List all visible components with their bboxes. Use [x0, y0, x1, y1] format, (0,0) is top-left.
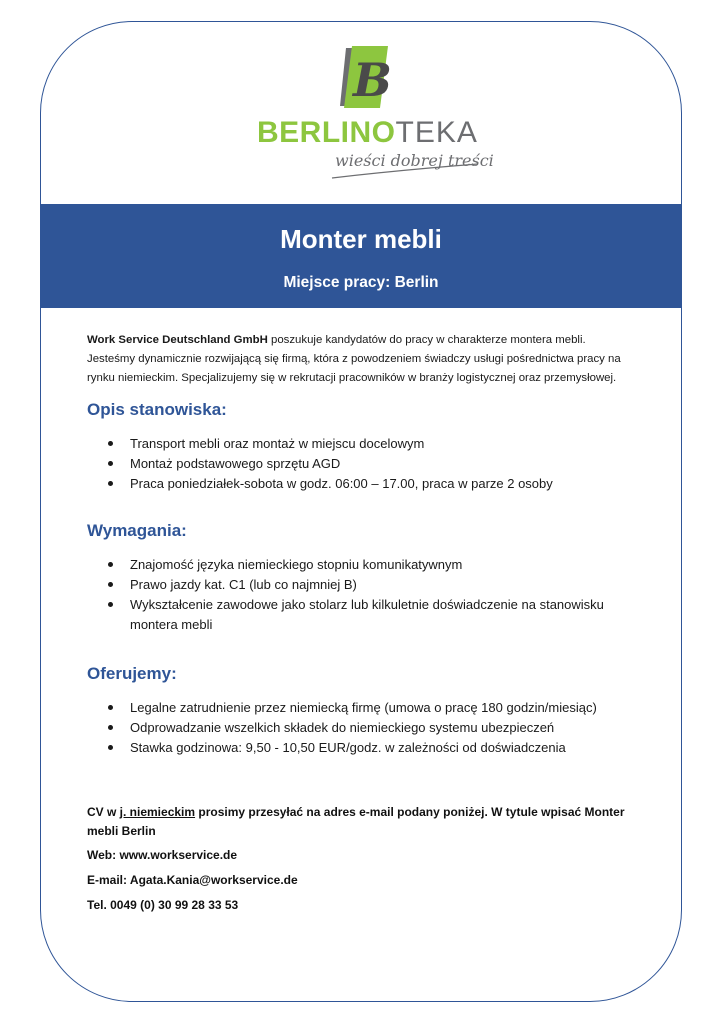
job-description	[87, 331, 635, 758]
opis-list	[87, 434, 635, 494]
section-title-opis: Opis stanowiska:	[87, 400, 227, 419]
company-name: Work Service Deutschland GmbH	[87, 334, 268, 346]
svg-text:B: B	[353, 53, 392, 107]
list-item: Legalne zatrudnienie przez niemiecką firmę (umowa o pracę 180 godzin/miesiąc)	[87, 698, 635, 718]
brand-name	[257, 116, 487, 152]
list-item: Znajomość języka niemieckiego stopniu komunikatywnym	[87, 555, 635, 575]
company-intro-text: poszukuje kandydatów do pracy w charakterze montera mebli. Jesteśmy dynamicznie rozwijającą się firmą, która z powodzeniem świadczy usługi pośrednictwa pracy na rynku niemieckim. Specjalizujemy się w rekrutacji pracowników w branży logistycznej oraz przemysłowej.	[87, 334, 621, 384]
list-item: Wykształcenie zawodowe jako stolarz lub kilkuletnie doświadczenie na stanowisku montera mebli	[87, 595, 635, 635]
brand-tagline: wieści dobrej treści	[335, 151, 494, 170]
title-banner	[41, 204, 681, 308]
section-title-oferujemy: Oferujemy:	[87, 664, 177, 683]
company-intro	[87, 331, 635, 388]
wymagania-list	[87, 555, 635, 635]
contact-phone: Tel. 0049 (0) 30 99 28 33 53	[87, 898, 239, 912]
cv-suffix: prosimy przesyłać na adres e-mail podany poniżej. W tytule wpisać Monter mebli Berlin	[87, 805, 625, 838]
cv-language: j. niemieckim	[119, 805, 196, 819]
contact-email[interactable]: E-mail: Agata.Kania@workservice.de	[87, 873, 298, 887]
list-item: Transport mebli oraz montaż w miejscu docelowym	[87, 434, 635, 454]
brand-name-part1: BERLINO	[257, 116, 396, 149]
brand-name-part2: TEKA	[395, 116, 478, 149]
list-item: Odprowadzanie wszelkich składek do niemieckiego systemu ubezpieczeń	[87, 718, 635, 738]
tagline-swoosh-icon	[330, 160, 480, 182]
cv-prefix: CV w	[87, 805, 120, 819]
job-title: Monter mebli	[280, 224, 442, 254]
list-item: Montaż podstawowego sprzętu AGD	[87, 454, 635, 474]
list-item: Praca poniedziałek-sobota w godz. 06:00 – 17.00, praca w parze 2 osoby	[87, 474, 635, 494]
section-title-wymagania: Wymagania:	[87, 521, 187, 540]
oferujemy-list	[87, 698, 635, 758]
berlinoteka-logo-icon	[338, 46, 392, 108]
list-item: Stawka godzinowa: 9,50 - 10,50 EUR/godz. w zależności od doświadczenia	[87, 738, 635, 758]
cv-instructions	[87, 803, 647, 841]
list-item: Prawo jazdy kat. C1 (lub co najmniej B)	[87, 575, 635, 595]
contact-web[interactable]: Web: www.workservice.de	[87, 848, 238, 862]
job-location: Miejsce pracy: Berlin	[283, 274, 439, 291]
